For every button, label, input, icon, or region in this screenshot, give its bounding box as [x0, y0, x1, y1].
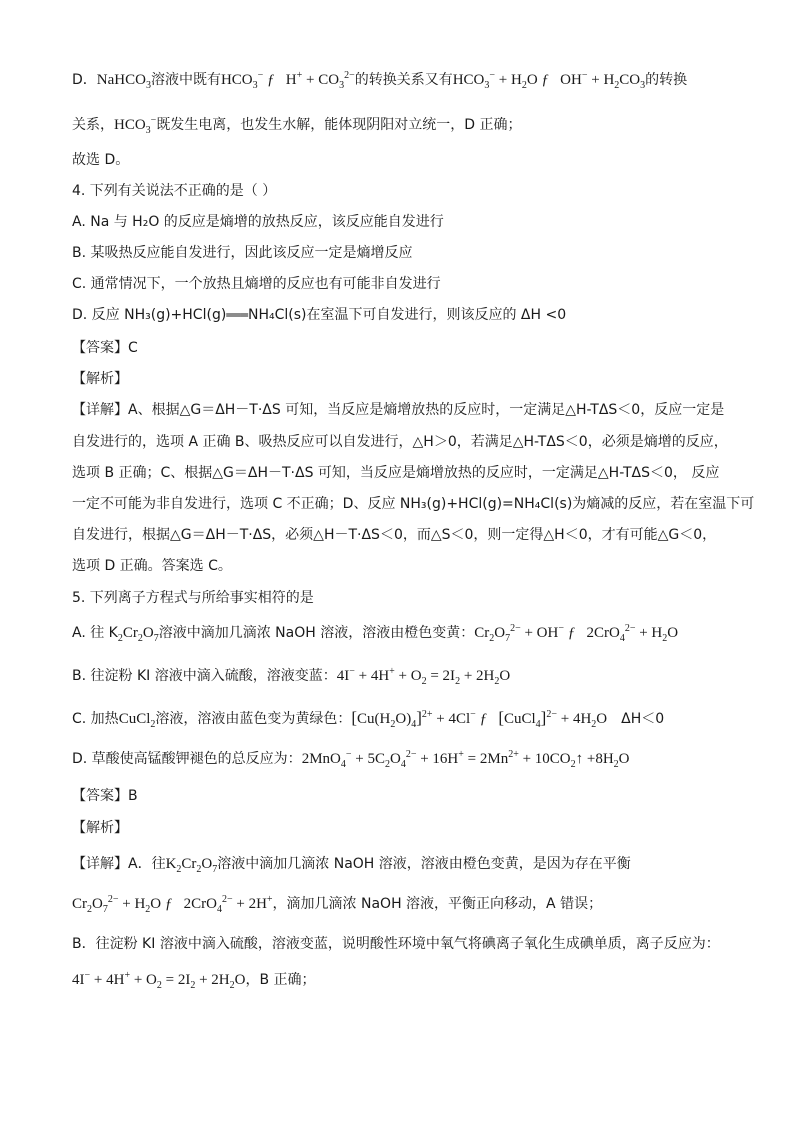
q4-answer: 【答案】C	[72, 340, 138, 356]
q5-option-c: C. 加热CuCl$_2$溶液，溶液由蓝色变为黄绿色：$[Cu(H_2O)_4]^{2+} + 4Cl^-$ ƒ [CuCl$_4$]$^{2-}$ + $4H_2O$ ΔH＜0	[72, 708, 665, 730]
q4-detail-line3: 选项 B 正确；C、根据△G＝ΔH－T·ΔS 可知，当反应是熵增放热的反应时，一定满足△H-TΔS＜0， 反应	[72, 465, 720, 481]
q4-detail-line1: 【详解】A、根据△G＝ΔH－T·ΔS 可知，当反应是熵增放热的反应时，一定满足△H-TΔS＜0，反应一定是	[72, 402, 725, 418]
q5-answer: 【答案】B	[72, 788, 138, 804]
q4-option-b: B. 某吸热反应能自发进行，因此该反应一定是熵增反应	[72, 245, 413, 261]
q5-option-d: D. 草酸使高锰酸钾褪色的总反应为：$2MnO_4^- + 5C_2O_4^{2-} + 16H^+ = 2Mn^{2+}$ + $10CO_2↑ +8H_2O$	[72, 749, 630, 770]
q5-detail-b-line1: B．往淀粉 KI 溶液中滴入硫酸，溶液变蓝，说明酸性环境中氧气将碘离子氧化生成碘单质，离子反应为：	[72, 936, 720, 952]
reaction-arrow: ═══	[226, 308, 248, 322]
q5-detail-b-line2: $4I^- + 4H^+ + O_2 = 2I_2 + 2H_2O$，B 正确；	[72, 970, 316, 991]
q5-option-a: A. 往 $K_2Cr_2O_7$溶液中滴加几滴浓 NaOH 溶液，溶液由橙色变黄：$Cr_2O_7^{2-} + OH^-$ ƒ $2CrO_4^{2-} + H_2O$	[72, 623, 679, 644]
q5-title: 5. 下列离子方程式与所给事实相符的是	[72, 590, 314, 606]
prev-option-d-line2: 关系，$HCO_3^-$既发生电离，也发生水解，能体现阴阳对立统一，D 正确；	[72, 115, 522, 136]
q5-detail-a-line2: $Cr_2O_7^{2-} + H_2O$ ƒ 2CrO$_4^{2-}$ + 2H+，滴加几滴浓 NaOH 溶液，平衡正向移动，A 错误；	[72, 894, 603, 915]
q4-detail-line6: 选项 D 正确。答案选 C。	[72, 558, 232, 574]
q4-analysis-tag: 【解析】	[72, 371, 128, 387]
prev-option-d-line1: D．NaHCO$_3$溶液中既有$HCO_3^-$ ƒ $H^+ + CO_3^{2-}$的转换关系又有$HCO_3^- + H_2O$ ƒ $OH^- + H_2CO_3$的转换	[72, 70, 688, 91]
q4-title: 4. 下列有关说法不正确的是（ ）	[72, 183, 277, 199]
q5-analysis-tag: 【解析】	[72, 820, 128, 836]
q5-detail-a-line1: 【详解】A．往$K_2Cr_2O_7$溶液中滴加几滴浓 NaOH 溶液，溶液由橙色变黄，是因为存在平衡	[72, 856, 631, 875]
q4-option-a: A. Na 与 H₂O 的反应是熵增的放热反应，该反应能自发进行	[72, 214, 444, 230]
q4-option-c: C. 通常情况下，一个放热且熵增的反应也有可能非自发进行	[72, 276, 441, 292]
q4-option-d: D. 反应 NH₃(g)+HCl(g)═══NH₄Cl(s)在室温下可自发进行，则该反应的 ΔH <0	[72, 307, 567, 323]
q4-detail-line5: 自发进行，根据△G＝ΔH－T·ΔS，必须△H－T·ΔS＜0，而△S＜0，则一定得△H＜0，才有可能△G＜0，	[72, 527, 717, 543]
q4-detail-line4: 一定不可能为非自发进行，选项 C 不正确；D、反应 NH₃(g)+HCl(g)=NH₄Cl(s)为熵减的反应，若在室温下可	[72, 496, 755, 512]
q4-detail-line2: 自发进行的，选项 A 正确 B、吸热反应可以自发进行，△H＞0，若满足△H-TΔS＜0，必须是熵增的反应，	[72, 434, 728, 450]
q5-option-b: B. 往淀粉 KI 溶液中滴入硫酸，溶液变蓝：$4I^- + 4H^+ + O_2 = 2I_2 + 2H_2O$	[72, 666, 511, 687]
choose-d-line: 故选 D。	[72, 152, 130, 168]
